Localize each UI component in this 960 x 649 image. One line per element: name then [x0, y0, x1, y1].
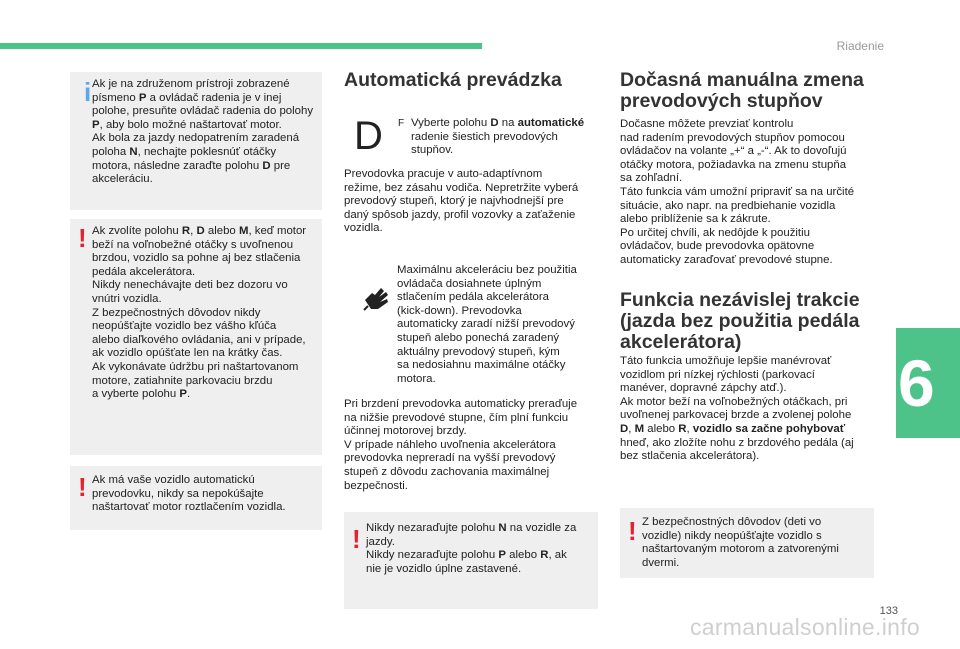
info-line: akceleráciu. [92, 173, 153, 186]
section-title: Riadenie [836, 39, 884, 53]
warning-line: dvermi. [642, 556, 680, 569]
info-icon: i [84, 77, 92, 107]
warning-icon: ! [78, 472, 87, 502]
warning-line: vnútri vozidla. [92, 292, 162, 305]
warning-icon: ! [78, 223, 87, 253]
warning-line: ak vozidlo opúšťate len na krátky čas. [92, 347, 283, 360]
warning-line: prevodovku, nikdy sa nepokúšajte [92, 487, 264, 500]
info-line: motora, následne zaraďte polohu D pre [92, 159, 291, 172]
paragraph-braking: Pri brzdení prevodovka automaticky preraďuje na nižšie prevodové stupne, čím plní funkciu účinnej motorovej brzdy. V prípade náhleho uvoľnenia akcelerátora prevodovka nepreradí na vyšší prevodový stupeň z dôvodu zachovania maximálnej bezpečnosti. [344, 398, 578, 492]
paragraph-kickdown: Maximálnu akceleráciu bez použitia ovládača dosiahnete úplným stlačením pedála akcelerátora (kick-down). Prevodovka automaticky zaradí nižší prevodový stupeň alebo ponechá zaradený aktuálny prevodový stupeň, kým sa nedosiahnu maximálne otáčky motora. [397, 264, 577, 385]
warning-line: Nikdy nezaraďujte polohu N na vozidle za [366, 522, 577, 534]
info-box [70, 72, 322, 210]
warning-line: vozidle) nikdy neopúšťajte vozidlo s [642, 529, 822, 542]
section-heading-traction: Funkcia nezávislej trakcie (jazda bez použitia pedála akcelerátora) [620, 289, 860, 353]
chapter-tab: 6 [896, 328, 960, 438]
warning-line: a vyberte polohu P. [92, 388, 191, 401]
warning-line: Z bezpečnostných dôvodov (deti vo [642, 516, 822, 528]
warning-box [344, 512, 598, 609]
warning-icon: ! [628, 516, 637, 546]
info-line: Ak je na združenom prístroji zobrazené [92, 78, 290, 90]
section-heading-automatic: Automatická prevádzka [344, 69, 562, 91]
info-line: poloha N, nechajte poklesnúť otáčky [92, 145, 277, 158]
warning-line: Nikdy nenechávajte deti bez dozoru vo [92, 279, 288, 292]
warning-line: brzdou, vozidlo sa pohne aj bez stlačenia [92, 252, 301, 265]
warning-box [70, 466, 322, 530]
warning-line: neopúšťajte vozidlo bez vášho kľúča [92, 320, 277, 333]
warning-line: beží na voľnobežné otáčky s uvoľnenou [92, 238, 294, 251]
info-line: P, aby bolo možné naštartovať motor. [92, 118, 282, 131]
select-instruction: Vyberte polohu D na automatické radenie šiestich prevodových stupňov. [411, 117, 585, 157]
select-bullet-icon: F [398, 118, 405, 129]
info-line: písmeno P a ovládač radenia je v inej [92, 91, 282, 104]
foot-pedal-icon [362, 282, 392, 312]
warning-box [620, 508, 874, 578]
info-line: Ak bola za jazdy nedopatrením zaradená [92, 132, 300, 145]
warning-line: Ak má vaše vozidlo automatickú [92, 474, 255, 486]
section-heading-manual: Dočasná manuálna zmena prevodových stupňov [620, 69, 864, 112]
warning-line: alebo diaľkového ovládania, ani v prípade, [92, 333, 306, 346]
paragraph-adaptive-mode: Prevodovka pracuje v auto-adaptívnom režime, bez zásahu vodiča. Nepretržite vyberá prevodový stupeň, ktorý je najvhodnejší pre daný spôsob jazdy, profil vozovky a zaťaženie vozidla. [344, 168, 579, 235]
warning-line: Ak vykonávate údržbu pri naštartovanom [92, 360, 299, 373]
gear-d-symbol: D [354, 114, 383, 158]
warning-line: nie je vozidlo úplne zastavené. [366, 562, 522, 575]
paragraph-traction: Táto funkcia umožňuje lepšie manévrovať vozidlom pri nízkej rýchlosti (parkovací manéver, dopravné zápchy atď.). Ak motor beží na voľnobežných otáčkach, pri uvoľnenej parkovacej brzde a zvolenej polohe D, M alebo R, vozidlo sa začne pohybovať hneď, ako zložíte nohu z brzdového pedála (aj bez stlačenia akcelerátora). [620, 355, 854, 463]
header-accent-bar [0, 43, 482, 49]
watermark: carmanualsonline.info [689, 614, 920, 640]
warning-line: naštartovať motor roztlačením vozidla. [92, 501, 286, 514]
info-line: polohe, presuňte ovládač radenia do polohy [92, 105, 314, 118]
warning-icon: ! [352, 524, 361, 554]
warning-line: Ak zvolíte polohu R, D alebo M, keď motor [92, 225, 307, 237]
paragraph-manual-shift: Dočasne môžete prevziať kontrolu nad radením prevodových stupňov pomocou ovládačov na volante „+“ a „-“. Ak to dovoľujú otáčky motora, požiadavka na zmenu stupňa sa zohľadní. Táto funkcia vám umožní pripraviť sa na určité situácie, ako napr. na predbiehanie vozidla alebo priblíženie sa k zákrute. Po určitej chvíli, ak nedôjde k použitiu ovládačov, bude prevodovka opätovne automaticky zaraďovať prevodové stupne. [620, 118, 855, 266]
warning-line: naštartovaným motorom a zatvorenými [642, 543, 839, 556]
warning-line: Nikdy nezaraďujte polohu P alebo R, ak [366, 549, 567, 562]
warning-box [70, 219, 322, 455]
warning-line: pedála akcelerátora. [92, 265, 196, 278]
warning-line: motore, zatiahnite parkovaciu brzdu [92, 374, 273, 387]
warning-line: Z bezpečnostných dôvodov nikdy [92, 306, 261, 319]
page-number: 133 [879, 605, 898, 617]
warning-line: jazdy. [366, 535, 395, 548]
